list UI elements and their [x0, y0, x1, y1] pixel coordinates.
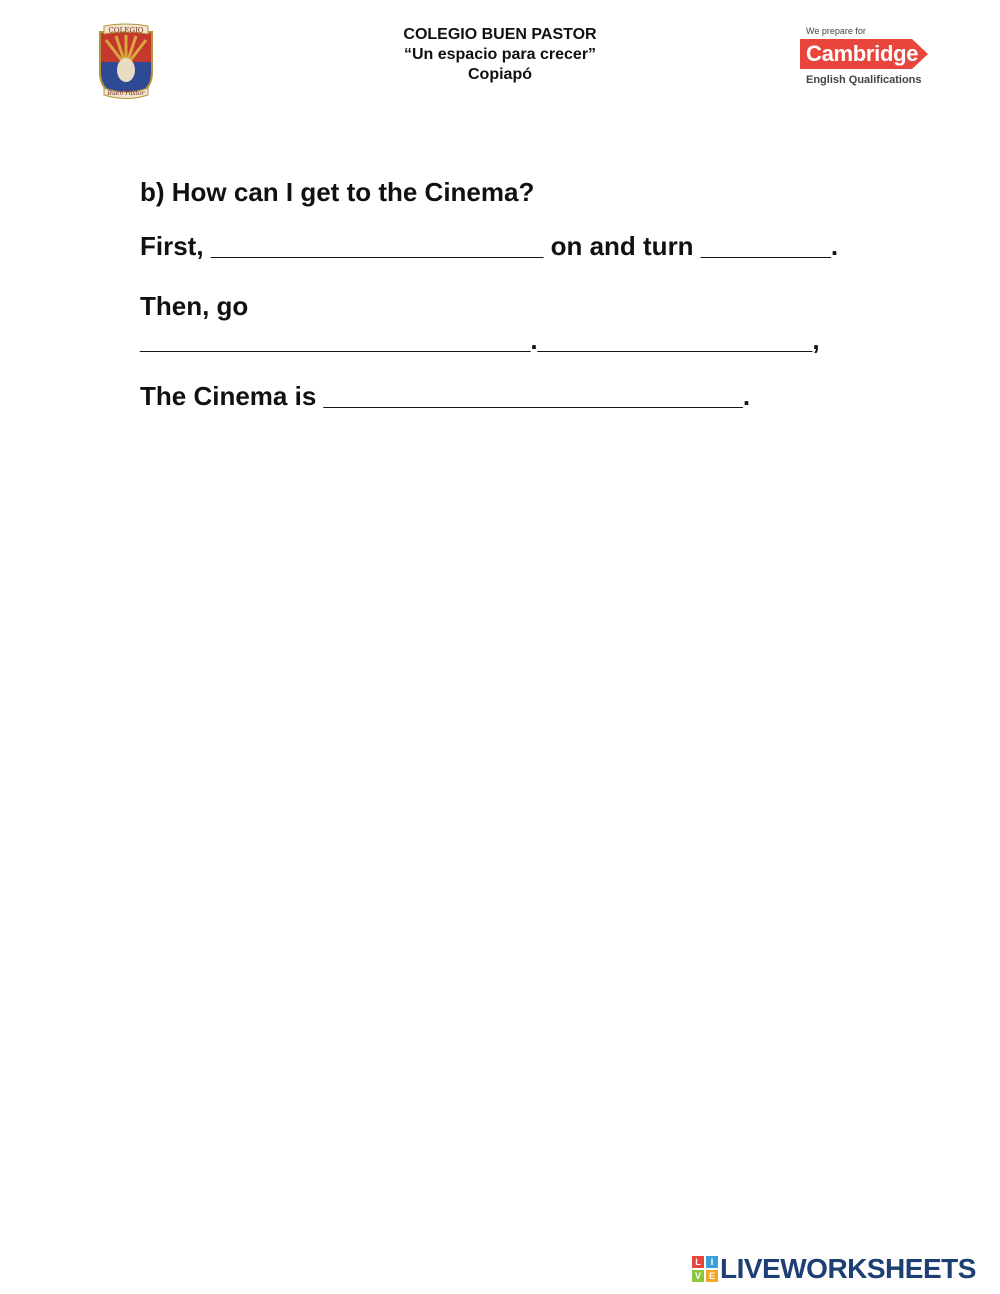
icon-letter-l: L [692, 1256, 704, 1268]
cambridge-name: Cambridge [806, 41, 919, 66]
liveworksheets-logo[interactable] [692, 1254, 976, 1284]
cambridge-badge [800, 39, 928, 69]
question-heading: b) How can I get to the Cinema? [140, 177, 535, 207]
answer-line-first: First, _______________________ on and turn _________. [140, 231, 839, 261]
crest-top-text: COLEGIO [108, 26, 144, 35]
cambridge-logo [800, 26, 932, 90]
icon-letter-v: V [692, 1270, 704, 1282]
icon-letter-i: I [706, 1256, 718, 1268]
icon-letter-e: E [706, 1270, 718, 1282]
cambridge-bottom-text: English Qualifications [806, 74, 922, 86]
school-city: Copiapó [468, 66, 532, 83]
answer-line-then: Then, go [140, 291, 249, 321]
liveworksheets-icon [692, 1256, 718, 1282]
school-motto: “Un espacio para crecer” [403, 46, 597, 63]
crest-bottom-text: Buen Pastor [107, 90, 145, 97]
liveworksheets-brand: LIVEWORKSHEETS [720, 1253, 976, 1284]
answer-line-cinema: The Cinema is _____________________________. [140, 381, 751, 411]
answer-line-then-blanks: ___________________________.___________________, [140, 325, 820, 355]
cambridge-top-text: We prepare for [806, 26, 866, 36]
school-name: COLEGIO BUEN PASTOR [403, 26, 597, 43]
